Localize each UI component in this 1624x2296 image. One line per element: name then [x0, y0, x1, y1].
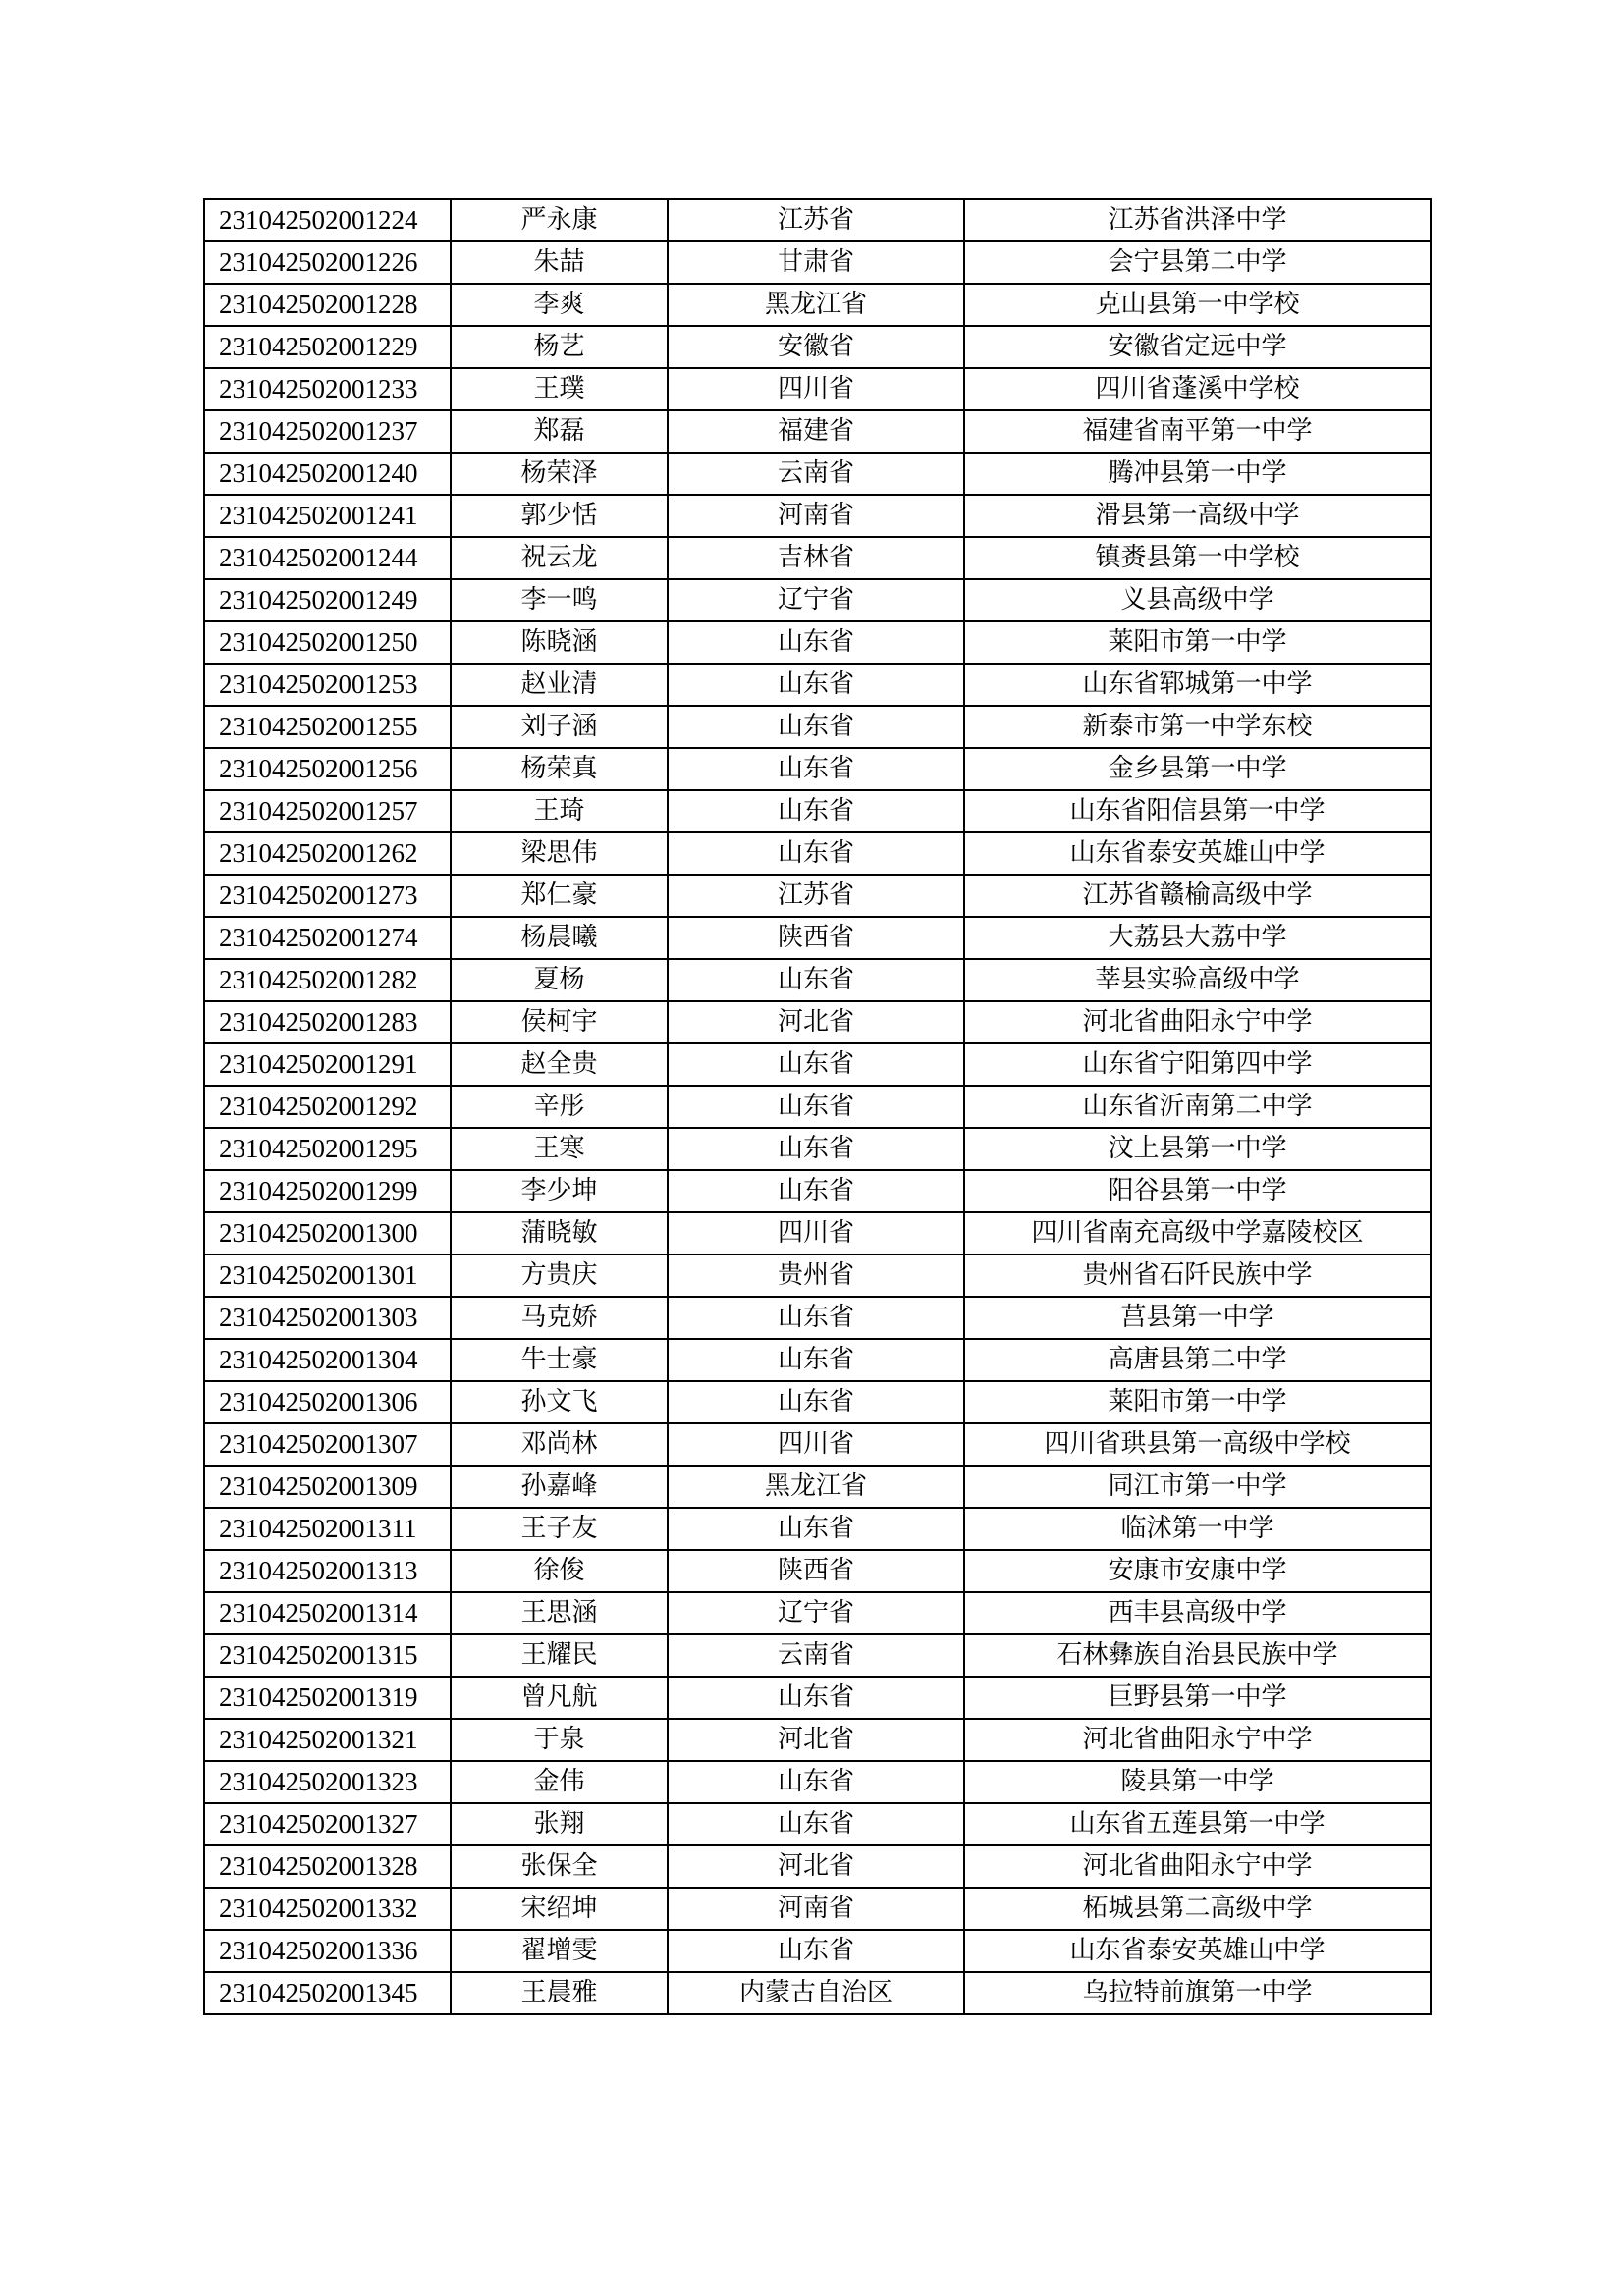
- admission-id-cell: 231042502001291: [204, 1043, 451, 1086]
- school-cell: 山东省泰安英雄山中学: [964, 1930, 1431, 1972]
- table-row: [204, 1677, 1431, 1719]
- school-cell: 山东省泰安英雄山中学: [964, 832, 1431, 875]
- province-cell: 辽宁省: [668, 579, 964, 621]
- student-name-cell: 王子友: [451, 1508, 668, 1550]
- admission-id-cell: 231042502001303: [204, 1297, 451, 1339]
- table-row: [204, 959, 1431, 1001]
- school-cell: 山东省五莲县第一中学: [964, 1803, 1431, 1845]
- school-cell: 安徽省定远中学: [964, 326, 1431, 368]
- admission-id-cell: 231042502001250: [204, 621, 451, 664]
- province-cell: 四川省: [668, 368, 964, 410]
- admission-id-cell: 231042502001240: [204, 453, 451, 495]
- province-cell: 山东省: [668, 832, 964, 875]
- school-cell: 石林彝族自治县民族中学: [964, 1634, 1431, 1677]
- school-cell: 山东省宁阳第四中学: [964, 1043, 1431, 1086]
- admission-id-cell: 231042502001323: [204, 1761, 451, 1803]
- table-row: [204, 875, 1431, 917]
- student-name-cell: 张翔: [451, 1803, 668, 1845]
- admission-id-cell: 231042502001311: [204, 1508, 451, 1550]
- school-cell: 镇赉县第一中学校: [964, 537, 1431, 579]
- student-name-cell: 郑磊: [451, 410, 668, 453]
- student-name-cell: 辛彤: [451, 1086, 668, 1128]
- province-cell: 贵州省: [668, 1255, 964, 1297]
- school-cell: 克山县第一中学校: [964, 284, 1431, 326]
- table-row: [204, 621, 1431, 664]
- admission-id-cell: 231042502001295: [204, 1128, 451, 1170]
- student-name-cell: 刘子涵: [451, 706, 668, 748]
- admission-id-cell: 231042502001300: [204, 1212, 451, 1255]
- admission-id-cell: 231042502001228: [204, 284, 451, 326]
- admission-id-cell: 231042502001229: [204, 326, 451, 368]
- admission-id-cell: 231042502001304: [204, 1339, 451, 1381]
- province-cell: 黑龙江省: [668, 1466, 964, 1508]
- province-cell: 山东省: [668, 1297, 964, 1339]
- admission-id-cell: 231042502001244: [204, 537, 451, 579]
- school-cell: 会宁县第二中学: [964, 241, 1431, 284]
- table-row: [204, 1845, 1431, 1888]
- school-cell: 巨野县第一中学: [964, 1677, 1431, 1719]
- table-row: [204, 579, 1431, 621]
- table-row: [204, 1592, 1431, 1634]
- student-name-cell: 宋绍坤: [451, 1888, 668, 1930]
- school-cell: 新泰市第一中学东校: [964, 706, 1431, 748]
- school-cell: 同江市第一中学: [964, 1466, 1431, 1508]
- table-row: [204, 832, 1431, 875]
- table-row: [204, 1339, 1431, 1381]
- province-cell: 安徽省: [668, 326, 964, 368]
- table-row: [204, 1043, 1431, 1086]
- student-name-cell: 曾凡航: [451, 1677, 668, 1719]
- table-row: [204, 241, 1431, 284]
- admission-id-cell: 231042502001299: [204, 1170, 451, 1212]
- school-cell: 临沭第一中学: [964, 1508, 1431, 1550]
- province-cell: 山东省: [668, 1339, 964, 1381]
- school-cell: 莒县第一中学: [964, 1297, 1431, 1339]
- school-cell: 山东省阳信县第一中学: [964, 790, 1431, 832]
- student-name-cell: 杨荣泽: [451, 453, 668, 495]
- admission-id-cell: 231042502001306: [204, 1381, 451, 1423]
- table-row: [204, 1466, 1431, 1508]
- table-row: [204, 1001, 1431, 1043]
- province-cell: 四川省: [668, 1212, 964, 1255]
- admission-id-cell: 231042502001301: [204, 1255, 451, 1297]
- student-name-cell: 蒲晓敏: [451, 1212, 668, 1255]
- province-cell: 江苏省: [668, 199, 964, 241]
- roster-table-body: [204, 199, 1431, 2014]
- table-row: [204, 453, 1431, 495]
- admission-id-cell: 231042502001282: [204, 959, 451, 1001]
- school-cell: 山东省郓城第一中学: [964, 664, 1431, 706]
- table-row: [204, 1297, 1431, 1339]
- province-cell: 河北省: [668, 1001, 964, 1043]
- province-cell: 甘肃省: [668, 241, 964, 284]
- admission-id-cell: 231042502001336: [204, 1930, 451, 1972]
- table-row: [204, 1761, 1431, 1803]
- school-cell: 四川省珙县第一高级中学校: [964, 1423, 1431, 1466]
- table-row: [204, 410, 1431, 453]
- admission-id-cell: 231042502001256: [204, 748, 451, 790]
- student-name-cell: 徐俊: [451, 1550, 668, 1592]
- student-name-cell: 梁思伟: [451, 832, 668, 875]
- student-name-cell: 马克娇: [451, 1297, 668, 1339]
- school-cell: 义县高级中学: [964, 579, 1431, 621]
- student-name-cell: 牛士豪: [451, 1339, 668, 1381]
- province-cell: 山东省: [668, 1930, 964, 1972]
- table-row: [204, 495, 1431, 537]
- table-row: [204, 1170, 1431, 1212]
- province-cell: 辽宁省: [668, 1592, 964, 1634]
- student-name-cell: 张保全: [451, 1845, 668, 1888]
- table-row: [204, 1381, 1431, 1423]
- school-cell: 柘城县第二高级中学: [964, 1888, 1431, 1930]
- school-cell: 大荔县大荔中学: [964, 917, 1431, 959]
- school-cell: 山东省沂南第二中学: [964, 1086, 1431, 1128]
- province-cell: 山东省: [668, 1128, 964, 1170]
- school-cell: 四川省南充高级中学嘉陵校区: [964, 1212, 1431, 1255]
- school-cell: 河北省曲阳永宁中学: [964, 1001, 1431, 1043]
- table-row: [204, 1128, 1431, 1170]
- table-row: [204, 1803, 1431, 1845]
- student-name-cell: 祝云龙: [451, 537, 668, 579]
- student-name-cell: 杨晨曦: [451, 917, 668, 959]
- school-cell: 莱阳市第一中学: [964, 1381, 1431, 1423]
- school-cell: 河北省曲阳永宁中学: [964, 1719, 1431, 1761]
- school-cell: 滑县第一高级中学: [964, 495, 1431, 537]
- table-row: [204, 706, 1431, 748]
- province-cell: 云南省: [668, 453, 964, 495]
- province-cell: 山东省: [668, 1803, 964, 1845]
- student-name-cell: 李少坤: [451, 1170, 668, 1212]
- admission-id-cell: 231042502001273: [204, 875, 451, 917]
- province-cell: 山东省: [668, 664, 964, 706]
- student-name-cell: 杨艺: [451, 326, 668, 368]
- province-cell: 内蒙古自治区: [668, 1972, 964, 2014]
- table-row: [204, 1212, 1431, 1255]
- province-cell: 山东省: [668, 1086, 964, 1128]
- admission-id-cell: 231042502001309: [204, 1466, 451, 1508]
- school-cell: 汶上县第一中学: [964, 1128, 1431, 1170]
- admission-id-cell: 231042502001237: [204, 410, 451, 453]
- province-cell: 四川省: [668, 1423, 964, 1466]
- student-name-cell: 王琦: [451, 790, 668, 832]
- table-row: [204, 748, 1431, 790]
- admission-id-cell: 231042502001327: [204, 1803, 451, 1845]
- school-cell: 江苏省洪泽中学: [964, 199, 1431, 241]
- province-cell: 河北省: [668, 1719, 964, 1761]
- school-cell: 莱阳市第一中学: [964, 621, 1431, 664]
- school-cell: 莘县实验高级中学: [964, 959, 1431, 1001]
- province-cell: 陕西省: [668, 917, 964, 959]
- table-row: [204, 199, 1431, 241]
- student-name-cell: 于泉: [451, 1719, 668, 1761]
- school-cell: 福建省南平第一中学: [964, 410, 1431, 453]
- province-cell: 山东省: [668, 1381, 964, 1423]
- student-name-cell: 方贵庆: [451, 1255, 668, 1297]
- table-row: [204, 1719, 1431, 1761]
- admission-id-cell: 231042502001233: [204, 368, 451, 410]
- province-cell: 云南省: [668, 1634, 964, 1677]
- school-cell: 西丰县高级中学: [964, 1592, 1431, 1634]
- admission-id-cell: 231042502001255: [204, 706, 451, 748]
- province-cell: 吉林省: [668, 537, 964, 579]
- province-cell: 山东省: [668, 1677, 964, 1719]
- student-name-cell: 王耀民: [451, 1634, 668, 1677]
- student-name-cell: 赵业清: [451, 664, 668, 706]
- student-name-cell: 郭少恬: [451, 495, 668, 537]
- student-name-cell: 金伟: [451, 1761, 668, 1803]
- province-cell: 山东省: [668, 1043, 964, 1086]
- province-cell: 河北省: [668, 1845, 964, 1888]
- student-name-cell: 王璞: [451, 368, 668, 410]
- school-cell: 阳谷县第一中学: [964, 1170, 1431, 1212]
- school-cell: 腾冲县第一中学: [964, 453, 1431, 495]
- admission-id-cell: 231042502001226: [204, 241, 451, 284]
- roster-table: [203, 198, 1432, 2015]
- student-name-cell: 严永康: [451, 199, 668, 241]
- school-cell: 高唐县第二中学: [964, 1339, 1431, 1381]
- province-cell: 山东省: [668, 1508, 964, 1550]
- admission-id-cell: 231042502001274: [204, 917, 451, 959]
- province-cell: 陕西省: [668, 1550, 964, 1592]
- province-cell: 河南省: [668, 1888, 964, 1930]
- student-name-cell: 赵全贵: [451, 1043, 668, 1086]
- table-row: [204, 368, 1431, 410]
- province-cell: 山东省: [668, 790, 964, 832]
- admission-id-cell: 231042502001345: [204, 1972, 451, 2014]
- student-name-cell: 朱喆: [451, 241, 668, 284]
- admission-id-cell: 231042502001224: [204, 199, 451, 241]
- table-row: [204, 1972, 1431, 2014]
- table-row: [204, 1930, 1431, 1972]
- school-cell: 四川省蓬溪中学校: [964, 368, 1431, 410]
- admission-id-cell: 231042502001319: [204, 1677, 451, 1719]
- student-name-cell: 王寒: [451, 1128, 668, 1170]
- school-cell: 安康市安康中学: [964, 1550, 1431, 1592]
- province-cell: 山东省: [668, 959, 964, 1001]
- table-row: [204, 537, 1431, 579]
- province-cell: 江苏省: [668, 875, 964, 917]
- table-row: [204, 1634, 1431, 1677]
- table-row: [204, 1423, 1431, 1466]
- school-cell: 河北省曲阳永宁中学: [964, 1845, 1431, 1888]
- school-cell: 江苏省赣榆高级中学: [964, 875, 1431, 917]
- province-cell: 山东省: [668, 1761, 964, 1803]
- table-row: [204, 664, 1431, 706]
- school-cell: 贵州省石阡民族中学: [964, 1255, 1431, 1297]
- student-name-cell: 陈晓涵: [451, 621, 668, 664]
- table-row: [204, 284, 1431, 326]
- student-name-cell: 李爽: [451, 284, 668, 326]
- province-cell: 黑龙江省: [668, 284, 964, 326]
- province-cell: 山东省: [668, 621, 964, 664]
- table-row: [204, 917, 1431, 959]
- table-row: [204, 1550, 1431, 1592]
- school-cell: 陵县第一中学: [964, 1761, 1431, 1803]
- student-name-cell: 夏杨: [451, 959, 668, 1001]
- student-name-cell: 邓尚林: [451, 1423, 668, 1466]
- student-name-cell: 王思涵: [451, 1592, 668, 1634]
- table-row: [204, 1086, 1431, 1128]
- student-name-cell: 杨荣真: [451, 748, 668, 790]
- table-row: [204, 326, 1431, 368]
- province-cell: 河南省: [668, 495, 964, 537]
- admission-id-cell: 231042502001328: [204, 1845, 451, 1888]
- admission-id-cell: 231042502001292: [204, 1086, 451, 1128]
- student-name-cell: 李一鸣: [451, 579, 668, 621]
- admission-id-cell: 231042502001249: [204, 579, 451, 621]
- student-name-cell: 王晨雅: [451, 1972, 668, 2014]
- admission-id-cell: 231042502001283: [204, 1001, 451, 1043]
- admission-id-cell: 231042502001257: [204, 790, 451, 832]
- school-cell: 金乡县第一中学: [964, 748, 1431, 790]
- province-cell: 山东省: [668, 748, 964, 790]
- student-name-cell: 郑仁豪: [451, 875, 668, 917]
- table-row: [204, 790, 1431, 832]
- table-row: [204, 1508, 1431, 1550]
- admission-id-cell: 231042502001307: [204, 1423, 451, 1466]
- province-cell: 福建省: [668, 410, 964, 453]
- student-name-cell: 翟增雯: [451, 1930, 668, 1972]
- school-cell: 乌拉特前旗第一中学: [964, 1972, 1431, 2014]
- admission-id-cell: 231042502001262: [204, 832, 451, 875]
- admission-id-cell: 231042502001241: [204, 495, 451, 537]
- student-name-cell: 侯柯宇: [451, 1001, 668, 1043]
- admission-id-cell: 231042502001253: [204, 664, 451, 706]
- admission-id-cell: 231042502001332: [204, 1888, 451, 1930]
- table-row: [204, 1255, 1431, 1297]
- admission-id-cell: 231042502001313: [204, 1550, 451, 1592]
- student-name-cell: 孙文飞: [451, 1381, 668, 1423]
- admission-id-cell: 231042502001321: [204, 1719, 451, 1761]
- province-cell: 山东省: [668, 706, 964, 748]
- table-row: [204, 1888, 1431, 1930]
- admission-id-cell: 231042502001315: [204, 1634, 451, 1677]
- admission-id-cell: 231042502001314: [204, 1592, 451, 1634]
- province-cell: 山东省: [668, 1170, 964, 1212]
- student-name-cell: 孙嘉峰: [451, 1466, 668, 1508]
